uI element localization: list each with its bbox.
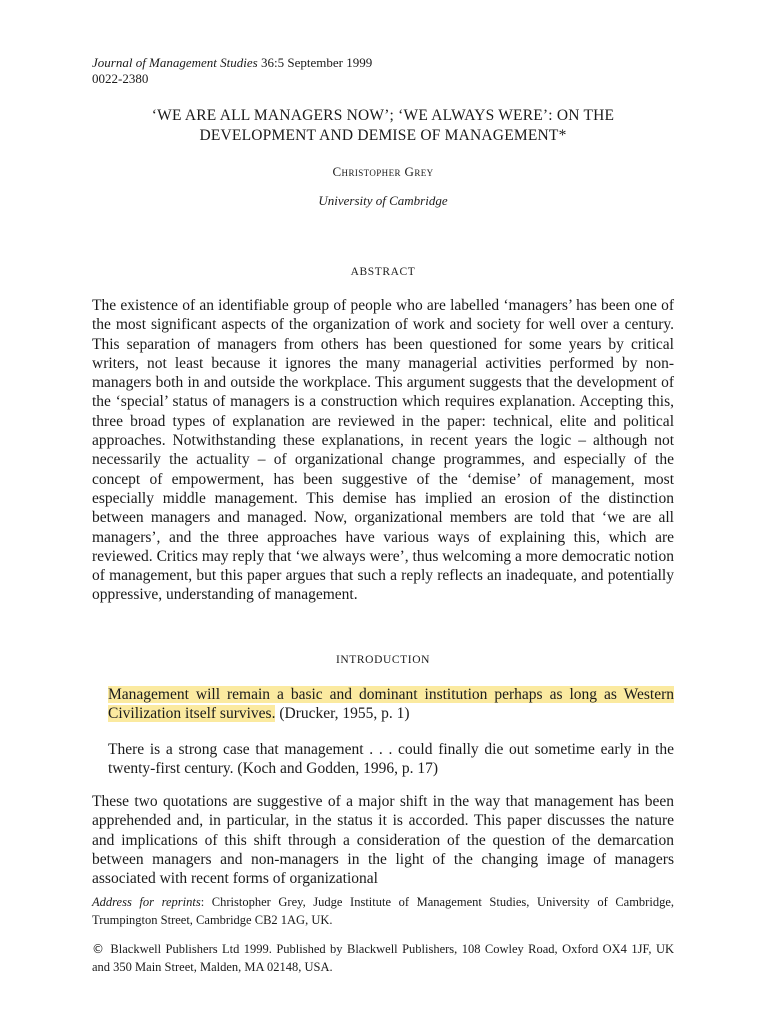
highlighted-quote: Management will remain a basic and dominant institution perhaps as long as Western Civilization itself survives. xyxy=(108,686,674,723)
title-line-2: DEVELOPMENT AND DEMISE OF MANAGEMENT* xyxy=(199,127,567,144)
abstract-text: The existence of an identifiable group of people who are labelled ‘managers’ has been one of the most significant aspects of the organization of work and society for well over a century. This separation of managers from others has been questioned for some years by critical writers, not least because it ignores the many managerial activities performed by non-managers both in and outside the workplace. This argument suggests that the development of the ‘special’ status of managers is a construction which requires explanation. Accepting this, three broad types of explanation are reviewed in the paper: technical, elite and political approaches. Notwithstanding these explanations, in recent years the logic – although not necessarily the actuality – of organizational change programmes, and especially of the concept of empowerment, has been suggestive of the ‘demise’ of management, most especially middle management. This demise has implied an erosion of the distinction between managers and managed. Now, organizational members are told that ‘we are all managers’, and the three approaches have various ways of explaining this, which are reviewed. Critics may reply that ‘we always were’, thus welcoming a more democratic notion of management, but this paper argues that such a reply reflects an inadequate, and potentially oppressive, understanding of management. xyxy=(92,297,674,604)
journal-issue: 36:5 September 1999 xyxy=(257,55,373,70)
introduction-paragraph: These two quotations are suggestive of a major shift in the way that management has been apprehended and, in particular, in the status it is accorded. This paper discusses the nature and implications of this shift through a consideration of the question of the demarcation between managers and non-managers in the light of the changing image of managers associated with recent forms of organizational xyxy=(92,793,674,888)
reprint-address xyxy=(92,894,674,929)
address-text: : Christopher Grey, Judge Institute of Management Studies, University of Cambridge, Trumpington Street, Cambridge CB2 1AG, UK. xyxy=(92,895,674,927)
author-name: Christopher Grey xyxy=(332,164,434,179)
introduction-heading: INTRODUCTION xyxy=(335,654,431,666)
copyright-notice xyxy=(92,941,674,976)
author-affiliation: University of Cambridge xyxy=(318,193,448,208)
journal-name: Journal of Management Studies xyxy=(92,55,258,70)
copyright-text: Blackwell Publishers Ltd 1999. Published by Blackwell Publishers, 108 Cowley Road, Oxford OX4 1JF, UK and 350 Main Street, Malden, MA 02148, USA. xyxy=(92,942,674,974)
title-line-1: ‘WE ARE ALL MANAGERS NOW’; ‘WE ALWAYS WERE’: ON THE xyxy=(151,107,615,124)
abstract-heading: ABSTRACT xyxy=(350,266,416,278)
article-title xyxy=(92,106,674,146)
address-label: Address for reprints xyxy=(92,895,201,909)
epigraph-drucker xyxy=(108,685,674,724)
epigraph-koch-godden: There is a strong case that management . . . could finally die out sometime early in the twenty-first century. (Koch and Godden, 1996, p. 17) xyxy=(108,741,674,778)
quote-citation: (Drucker, 1955, p. 1) xyxy=(275,705,410,723)
issn: 0022-2380 xyxy=(92,71,149,86)
copyright-icon: © xyxy=(92,942,104,956)
journal-citation xyxy=(92,55,372,71)
